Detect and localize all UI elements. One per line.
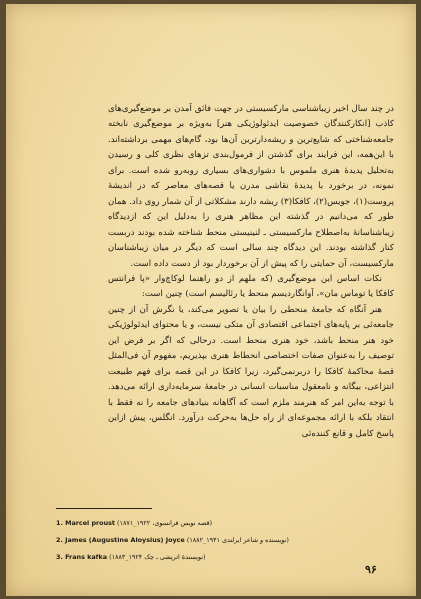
footnotes — [56, 515, 326, 566]
footnote-3-name: 3. Frans kafka — [56, 553, 108, 561]
footnote-1 — [56, 515, 326, 532]
paragraph-2: نکات اساس این موضع‌گیری (که ملهم از دو راهنما لوکاچ‌وار «پا فرانتس کافکا یا توماس مان»، آوانگاردیسم منحط یا رئالیسم است) چنین است: — [108, 273, 394, 300]
footnote-1-note: (قصه نویس فرانسوی، ۱۹۲۲_۱۸۷۱) — [117, 519, 213, 527]
footnote-3 — [56, 549, 326, 566]
footnote-1-name: 1. Marcel proust — [56, 519, 115, 527]
body-text — [108, 102, 394, 442]
footnote-2-note: (نویسنده و شاعر ایرلندی ۱۹۴۱_۱۸۸۲) — [186, 536, 289, 544]
footnote-divider — [56, 508, 152, 509]
footnote-2 — [56, 532, 326, 549]
footnote-2-name: 2. James (Augustine Aloysius) Joyce — [56, 536, 185, 544]
paragraph-3: هنر آنگاه که جامعهٔ منحطی را بیان یا تصویر می‌کند، یا نگرش آن از چنین جامعه‌ئی بر پایه‌های اجتماعی اقتصادی آن متکی نیست، و یا محتوای ایدئولوژیکی خود هنر منحط باشد، خود هنری منحط است. درحالی که اگر بر فرض این توصیف را به‌عنوان صفات اختصاصی انحطاط هنری بپذیریم، مفهوم آن فی‌المثل قصهٔ محاکمهٔ کافکا را دربرنمی‌گیرد، زیرا کافکا در این قصه برای فهم طبیعت انتزاعی، بیگانه و نامعقول مناسبات انسانی در جامعهٔ سرمایه‌داری ارائه می‌دهد. با توجه به‌این امر که هنرمند ملزم است که آگاهانه بنیادهای جامعه را نه فقط با انتقاد بلکه با ارائه مجموعه‌ای از راه حل‌ها به‌حرکت درآورد. انگلس، پیش ازاین پاسخ کامل و قانع کننده‌ئی — [108, 304, 394, 439]
paragraph-1: در چند سال اخیر زیباشناسی مارکسیستی در جهت فائق آمدن بر موضع‌گیری‌های کاذب [انکارکنندگان خصوصیت ایدئولوژیکی هنر] به‌ویژه بر موضع‌گیری نابخته جامعه‌شناختی که شایع‌ترین و ریشه‌دارترین آن‌ها بود، گام‌های مهمی برداشته‌اند. با این‌همه، این فرایند برای گذشتن از فرمول‌بندی تزهای نظری کلی و رسیدن به‌تحلیل پدیدهٔ هنری ملموس با دشواری‌های بسیاری روبه‌رو شده است. برای نمونه، در برخورد با پدیدهٔ نقاشی مدرن یا قصه‌های معاصر که در اندیشهٔ پروست(۱)، جویس(۲)، کافکا(۳) ریشه دارند مشکلاتی از آن شمار روی داد. همان طور که می‌دانیم در گذشته این مظاهر هنری را به‌دلیل این که ازدیدگاه زیباشناسانهٔ به‌اصطلاح مارکسیستی ـ لنینیستی منحط شناخته شده بودند دربست کنار گذاشته بودند. این دیدگاه چند سالی است که دیگر در میان زیباشناسان مارکسیست، آن حمایتی را که پیش از آن برخوردار بود از دست داده است. — [108, 104, 394, 269]
book-page — [6, 4, 416, 596]
footnote-3-note: (نویسندهٔ اتریشی ـ چک ۱۹۲۴_۱۸۸۳) — [109, 553, 206, 561]
page-number: ۹۶ — [365, 563, 377, 576]
